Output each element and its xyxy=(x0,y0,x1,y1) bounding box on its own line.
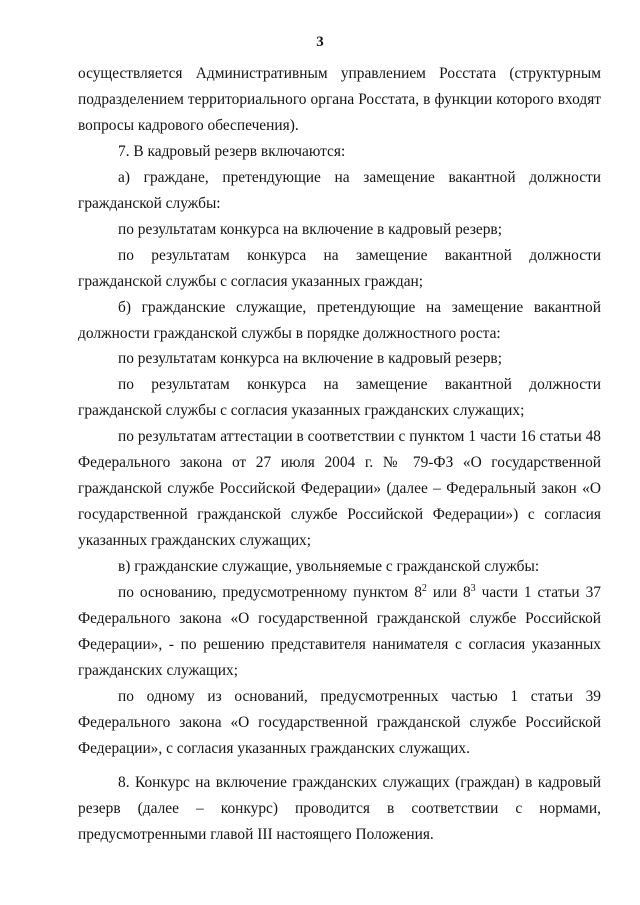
paragraph-item-v-2: по одному из оснований, предусмотренных частью 1 статьи 39 Федерального закона «О государственной гражданской службе Российской Федерации», с согласия указанных гражданских служащих. xyxy=(78,687,601,757)
paragraph-item-b-1: по результатам конкурса на включение в кадровый резерв; xyxy=(118,350,502,368)
text-fragment: части 1 статьи 37 Федерального закона «О государственной гражданской службе Российской Федерации», - по решению представителя нанимателя с согласия указанных гражданских служащих; xyxy=(78,584,601,679)
paragraph-section-7: 7. В кадровый резерв включаются: xyxy=(118,142,346,160)
paragraph-item-a: а) граждане, претендующие на замещение вакантной должности гражданской службы: xyxy=(78,168,601,212)
paragraph-item-v-1 xyxy=(78,580,601,684)
page-number: 3 xyxy=(316,34,324,50)
paragraph-item-a-1: по результатам конкурса на включение в кадровый резерв; xyxy=(118,220,502,238)
superscript: 3 xyxy=(470,583,476,595)
superscript: 2 xyxy=(421,583,427,595)
paragraph-item-b-2: по результатам конкурса на замещение вакантной должности гражданской службы с согласия указанных гражданских служащих; xyxy=(78,376,601,420)
document-body xyxy=(78,61,601,848)
paragraph-section-8: 8. Конкурс на включение гражданских служащих (граждан) в кадровый резерв (далее – конкурс) проводится в соответствии с нормами, предусмотренными главой III настоящего Положения. xyxy=(78,773,601,843)
text-fragment: или 8 xyxy=(426,584,471,602)
paragraph-item-a-2: по результатам конкурса на замещение вакантной должности гражданской службы с согласия указанных граждан; xyxy=(78,246,601,290)
text-fragment: по основанию, предусмотренному пунктом 8 xyxy=(118,584,422,602)
paragraph-item-v: в) гражданские служащие, увольняемые с гражданской службы: xyxy=(118,558,540,576)
paragraph-item-b-3: по результатам аттестации в соответствии с пунктом 1 части 16 статьи 48 Федерального закона от 27 июля 2004 г. № 79-ФЗ «О государственной гражданской службе Российской Федерации» (далее – Федеральный закон «О государственной гражданской службе Российской Федерации») с согласия указанных гражданских служащих; xyxy=(78,428,601,550)
paragraph-continuation: осуществляется Административным управлением Росстата (структурным подразделением территориального органа Росстата, в функции которого входят вопросы кадрового обеспечения). xyxy=(78,65,601,134)
paragraph-item-b: б) гражданские служащие, претендующие на замещение вакантной должности гражданской службы в порядке должностного роста: xyxy=(78,298,601,342)
